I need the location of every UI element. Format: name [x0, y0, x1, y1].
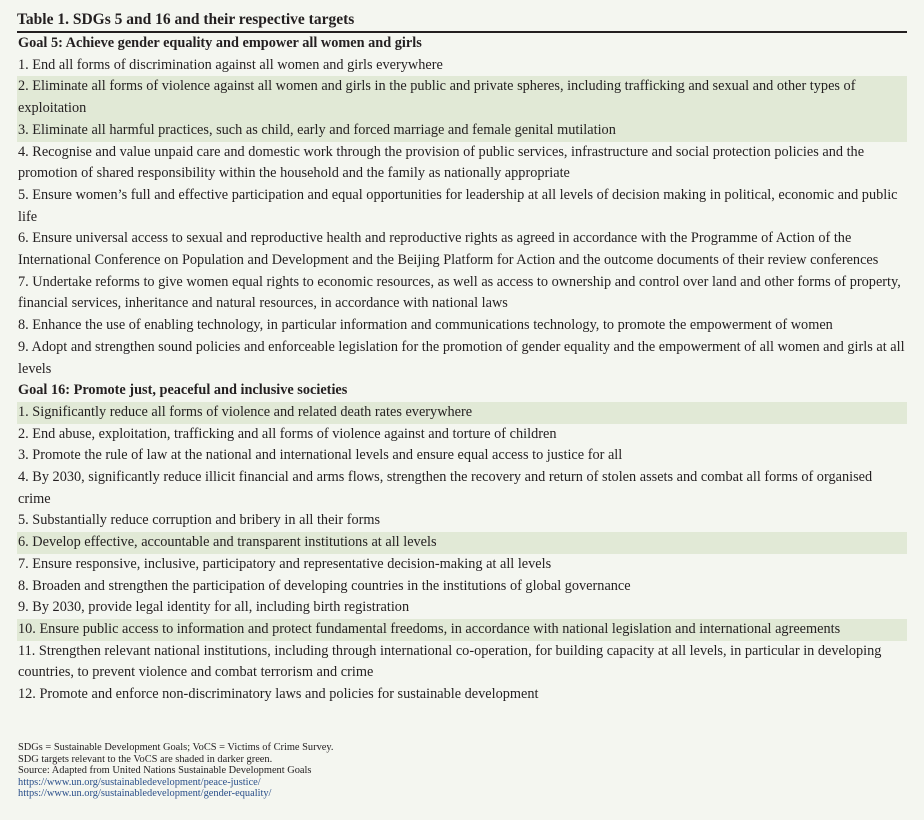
target-row: 7. Undertake reforms to give women equal rights to economic resources, as well as access to ownership and control over land and other forms of property, financial services, inheritance and natural resources, in accordance with national laws — [18, 273, 901, 312]
target-row-shaded: 6. Develop effective, accountable and transparent institutions at all levels — [17, 532, 907, 554]
target-row: 4. Recognise and value unpaid care and domestic work through the provision of public services, infrastructure and social protection policies and the promotion of shared responsibility within the household and the family as nationally appropriate — [18, 143, 865, 182]
goal-heading: Goal 5: Achieve gender equality and empower all women and girls — [18, 35, 422, 51]
target-row-shaded: 3. Eliminate all harmful practices, such as child, early and forced marriage and female genital mutilation — [17, 120, 907, 142]
target-row-shaded: 2. Eliminate all forms of violence against all women and girls in the public and private spheres, including trafficking and sexual and other types of exploitation — [17, 76, 907, 119]
shading-note: SDG targets relevant to the VoCS are shaded in darker green. — [18, 753, 273, 765]
target-row-shaded: 1. Significantly reduce all forms of violence and related death rates everywhere — [17, 402, 907, 424]
table-title: Table 1. SDGs 5 and 16 and their respective targets — [17, 9, 907, 33]
table-body — [17, 33, 907, 706]
source-note: Source: Adapted from United Nations Sustainable Development Goals — [18, 765, 312, 777]
target-row: 5. Ensure women’s full and effective participation and equal opportunities for leadership at all levels of decision making in political, economic and public life — [18, 186, 898, 225]
target-row: 9. Adopt and strengthen sound policies and enforceable legislation for the promotion of gender equality and the empowerment of all women and girls at all levels — [18, 338, 905, 377]
table-notes — [18, 742, 334, 800]
target-row: 1. End all forms of discrimination against all women and girls everywhere — [18, 56, 443, 73]
target-row: 8. Broaden and strengthen the participation of developing countries in the institutions of global governance — [18, 577, 631, 594]
target-row: 8. Enhance the use of enabling technology, in particular information and communications technology, to promote the empowerment of women — [18, 317, 833, 334]
gender-equality-link[interactable]: https://www.un.org/sustainabledevelopment/gender-equality/ — [18, 788, 272, 800]
target-row: 11. Strengthen relevant national institutions, including through international co-operation, for building capacity at all levels, in particular in developing countries, to prevent violence and combat terrorism and crime — [18, 642, 882, 681]
target-row: 12. Promote and enforce non-discriminatory laws and policies for sustainable development — [18, 686, 539, 703]
target-row: 4. By 2030, significantly reduce illicit financial and arms flows, strengthen the recovery and return of stolen assets and combat all forms of organised crime — [18, 469, 873, 507]
goal-heading: Goal 16: Promote just, peaceful and inclusive societies — [18, 382, 348, 399]
target-row: 2. End abuse, exploitation, trafficking and all forms of violence against and torture of children — [18, 425, 557, 442]
abbreviations-note: SDGs = Sustainable Development Goals; VoCS = Victims of Crime Survey. — [18, 742, 334, 753]
target-row: 9. By 2030, provide legal identity for all, including birth registration — [18, 599, 410, 616]
target-row: 7. Ensure responsive, inclusive, participatory and representative decision-making at all levels — [18, 555, 552, 572]
sdg-table — [17, 9, 907, 706]
target-row: 6. Ensure universal access to sexual and reproductive health and reproductive rights as agreed in accordance with the Programme of Action of the International Conference on Population and Development and the Beijing Platform for Action and the outcome documents of their review conferences — [18, 230, 879, 269]
peace-justice-link[interactable]: https://www.un.org/sustainabledevelopment/peace-justice/ — [18, 776, 261, 788]
target-row: 5. Substantially reduce corruption and bribery in all their forms — [18, 512, 381, 529]
target-row: 3. Promote the rule of law at the national and international levels and ensure equal access to justice for all — [18, 447, 623, 464]
target-row-shaded: 10. Ensure public access to information and protect fundamental freedoms, in accordance with national legislation and international agreements — [17, 619, 907, 641]
